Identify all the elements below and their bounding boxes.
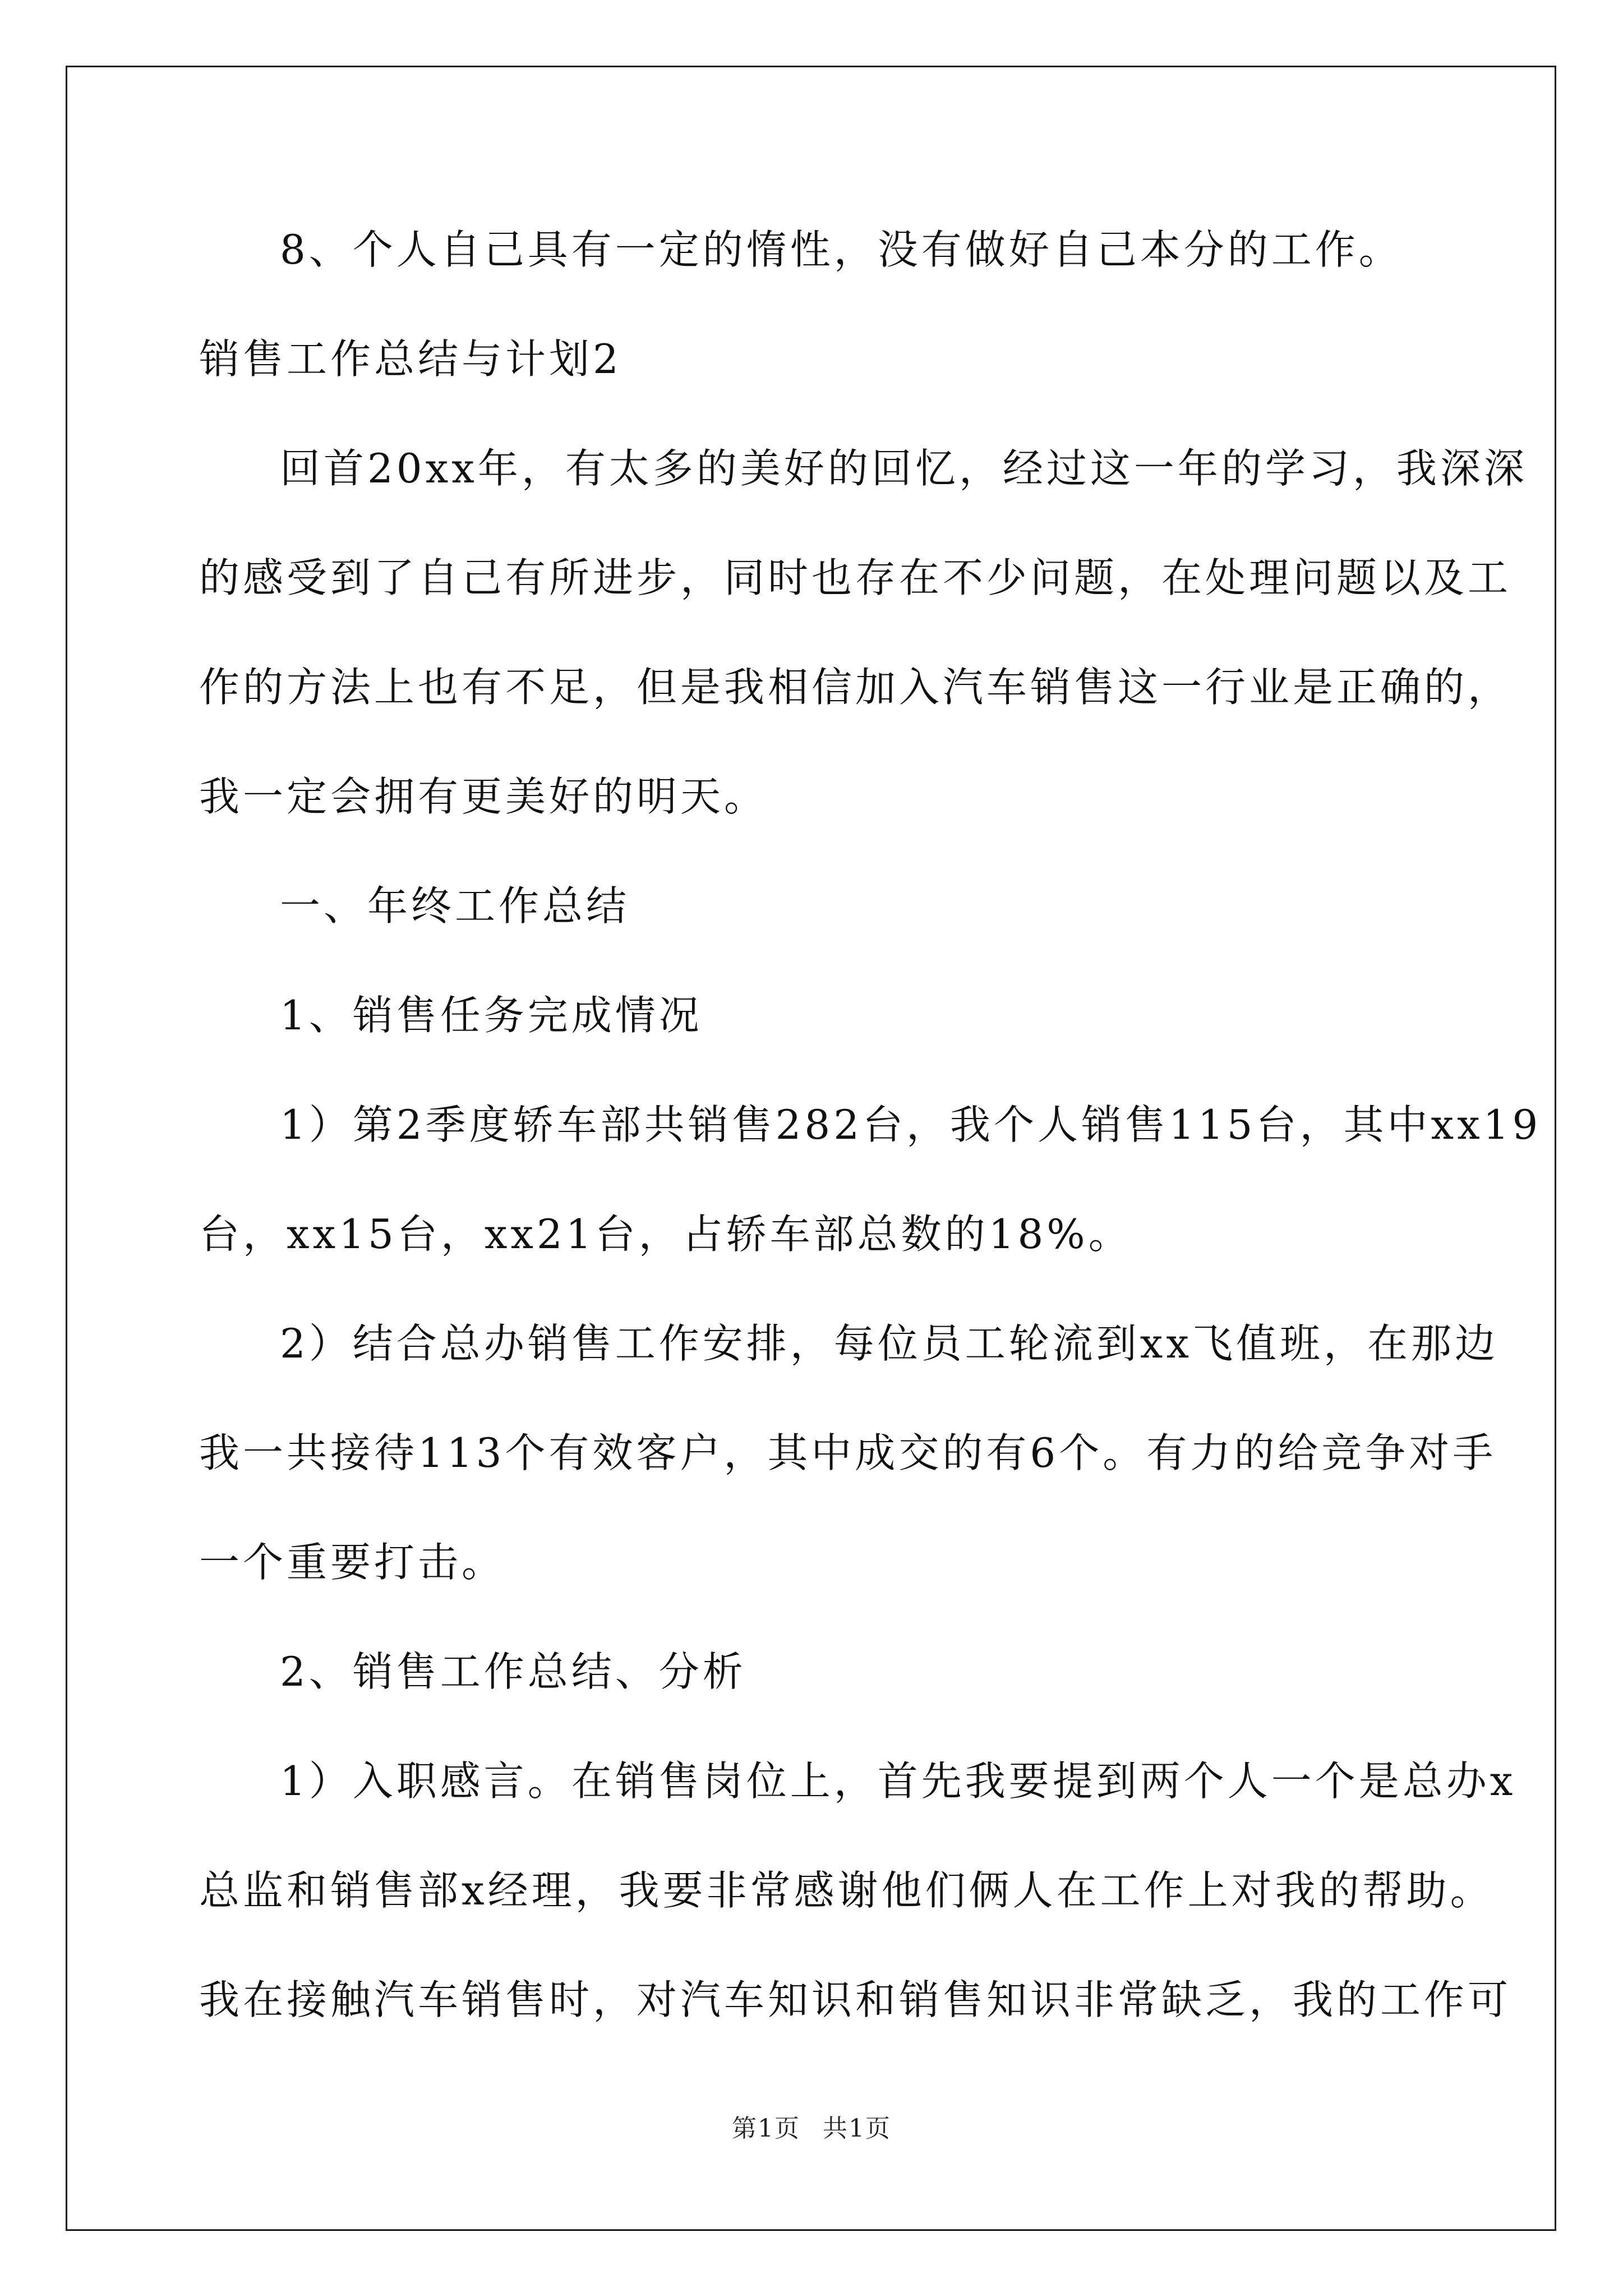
paragraph-line: 8、个人自己具有一定的惰性，没有做好自己本分的工作。 [280, 226, 1403, 273]
paragraph-line: 作的方法上也有不足，但是我相信加入汽车销售这一行业是正确的， [199, 664, 1512, 711]
section-heading: 一、年终工作总结 [280, 882, 630, 930]
page-number: 第1页 [732, 2114, 800, 2143]
paragraph-line: 回首20xx年，有太多的美好的回忆，经过这一年的学习，我深深 [280, 445, 1528, 492]
paragraph-line: 2）结合总办销售工作安排，每位员工轮流到xx飞值班，在那边 [280, 1320, 1499, 1367]
paragraph-line: 1）第2季度轿车部共销售282台，我个人销售115台，其中xx19 [280, 1101, 1542, 1148]
subsection-heading: 2、销售工作总结、分析 [280, 1648, 746, 1695]
paragraph-line: 1）入职感言。在销售岗位上，首先我要提到两个人一个是总办x [280, 1757, 1516, 1805]
paragraph-line: 我一定会拥有更美好的明天。 [199, 773, 768, 820]
subsection-heading: 1、销售任务完成情况 [280, 992, 703, 1039]
page-total: 共1页 [823, 2114, 891, 2143]
page-footer [0, 2112, 1623, 2146]
paragraph-line: 台，xx15台，xx21台，占轿车部总数的18%。 [199, 1211, 1132, 1258]
paragraph-line: 我一共接待113个有效客户，其中成交的有6个。有力的给竞争对手 [199, 1429, 1497, 1476]
paragraph-line: 总监和销售部x经理，我要非常感谢他们俩人在工作上对我的帮助。 [199, 1867, 1494, 1914]
paragraph-line: 一个重要打击。 [199, 1539, 506, 1586]
paragraph-line: 我在接触汽车销售时，对汽车知识和销售知识非常缺乏，我的工作可 [199, 1976, 1512, 2023]
paragraph-line: 的感受到了自己有所进步，同时也存在不少问题，在处理问题以及工 [199, 554, 1512, 601]
section-title: 销售工作总结与计划2 [199, 335, 622, 383]
